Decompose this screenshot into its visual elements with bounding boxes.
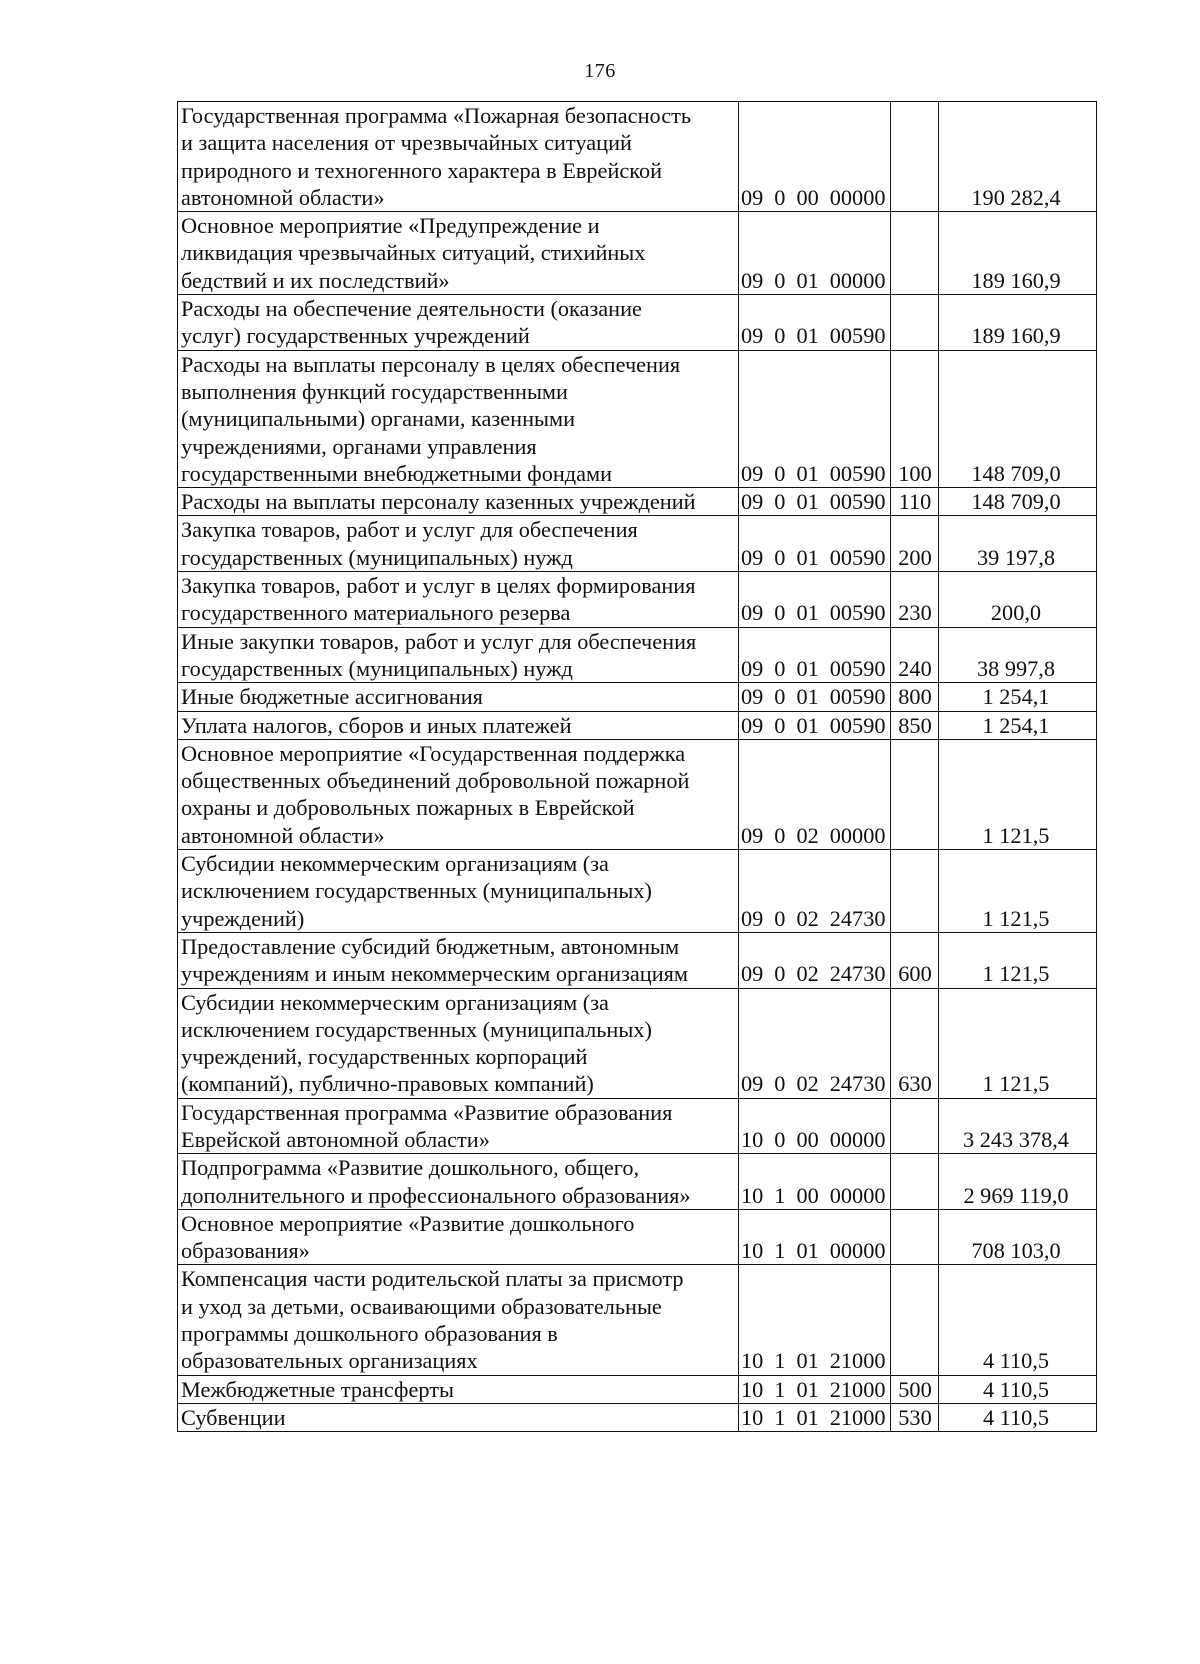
target-article-part: 01 bbox=[796, 1348, 819, 1374]
target-article-part: 00 bbox=[796, 184, 819, 210]
target-article-cell bbox=[739, 516, 891, 572]
table-row bbox=[178, 102, 1097, 212]
target-article-part: 24730 bbox=[829, 1071, 886, 1097]
table-row bbox=[178, 739, 1097, 849]
target-article-cell bbox=[739, 350, 891, 487]
target-article-part: 01 bbox=[796, 460, 819, 486]
expense-name-cell: Государственная программа «Развитие образования Еврейской автономной области» bbox=[178, 1098, 739, 1154]
target-article-part: 10 bbox=[741, 1404, 764, 1430]
table-row bbox=[178, 1154, 1097, 1210]
table-row bbox=[178, 295, 1097, 351]
table-row bbox=[178, 711, 1097, 739]
table-row bbox=[178, 1209, 1097, 1265]
expense-name-cell: Расходы на обеспечение деятельности (оказание услуг) государственных учреждений bbox=[178, 295, 739, 351]
target-article-part: 09 bbox=[741, 184, 764, 210]
target-article-part: 00590 bbox=[829, 600, 886, 626]
target-article-part: 00000 bbox=[829, 184, 886, 210]
target-article-cell bbox=[739, 1154, 891, 1210]
expense-name-cell: Основное мероприятие «Государственная поддержка общественных объединений добровольной пожарной охраны и добровольных пожарных в Еврейской автономной области» bbox=[178, 739, 739, 849]
target-article-part: 00590 bbox=[829, 489, 886, 515]
expense-name-cell: Субвенции bbox=[178, 1403, 739, 1431]
target-article-part: 00 bbox=[796, 1126, 819, 1152]
amount-cell: 200,0 bbox=[939, 572, 1097, 628]
target-article-part: 0 bbox=[774, 684, 786, 710]
target-article-part: 0 bbox=[774, 961, 786, 987]
target-article-part: 00590 bbox=[829, 323, 886, 349]
budget-table bbox=[177, 101, 1097, 1432]
expense-name-cell: Субсидии некоммерческим организациям (за исключением государственных (муниципальных) учреждений, государственных корпораций (компаний), публично-правовых компаний) bbox=[178, 988, 739, 1098]
target-article-part: 00000 bbox=[829, 1126, 886, 1152]
page-number: 176 bbox=[584, 60, 616, 82]
target-article-cell bbox=[739, 1403, 891, 1431]
expense-name-cell: Основное мероприятие «Развитие дошкольного образования» bbox=[178, 1209, 739, 1265]
target-article-part: 02 bbox=[796, 905, 819, 931]
expense-name-cell: Компенсация части родительской платы за присмотр и уход за детьми, осваивающими образовательные программы дошкольного образования в образовательных организациях bbox=[178, 1265, 739, 1375]
expense-type-cell: 200 bbox=[891, 516, 939, 572]
target-article-part: 09 bbox=[741, 961, 764, 987]
expense-type-cell bbox=[891, 1209, 939, 1265]
target-article-cell bbox=[739, 850, 891, 933]
table-row bbox=[178, 1265, 1097, 1375]
target-article-part: 01 bbox=[796, 267, 819, 293]
target-article-part: 02 bbox=[796, 1071, 819, 1097]
expense-type-cell: 630 bbox=[891, 988, 939, 1098]
target-article-part: 09 bbox=[741, 822, 764, 848]
expense-name-cell: Субсидии некоммерческим организациям (за исключением государственных (муниципальных) учреждений) bbox=[178, 850, 739, 933]
target-article-part: 01 bbox=[796, 655, 819, 681]
expense-name-cell: Расходы на выплаты персоналу в целях обеспечения выполнения функций государственными (муниципальными) органами, казенными учреждениями, органами управления государственными внебюджетными фондами bbox=[178, 350, 739, 487]
target-article-part: 0 bbox=[774, 600, 786, 626]
target-article-part: 0 bbox=[774, 655, 786, 681]
target-article-part: 01 bbox=[796, 1238, 819, 1264]
target-article-part: 00590 bbox=[829, 460, 886, 486]
target-article-part: 01 bbox=[796, 544, 819, 570]
target-article-part: 10 bbox=[741, 1376, 764, 1402]
target-article-part: 24730 bbox=[829, 905, 886, 931]
expense-type-cell: 850 bbox=[891, 711, 939, 739]
target-article-part: 0 bbox=[774, 905, 786, 931]
target-article-part: 01 bbox=[796, 712, 819, 738]
expense-type-cell bbox=[891, 739, 939, 849]
target-article-part: 00590 bbox=[829, 684, 886, 710]
target-article-cell bbox=[739, 212, 891, 295]
table-row bbox=[178, 212, 1097, 295]
target-article-part: 01 bbox=[796, 684, 819, 710]
target-article-part: 09 bbox=[741, 323, 764, 349]
expense-type-cell bbox=[891, 1098, 939, 1154]
target-article-part: 1 bbox=[774, 1404, 786, 1430]
expense-type-cell bbox=[891, 295, 939, 351]
target-article-part: 00590 bbox=[829, 655, 886, 681]
expense-type-cell: 600 bbox=[891, 932, 939, 988]
target-article-part: 0 bbox=[774, 1071, 786, 1097]
expense-name-cell: Закупка товаров, работ и услуг в целях формирования государственного материального резерва bbox=[178, 572, 739, 628]
expense-type-cell bbox=[891, 212, 939, 295]
expense-name-cell: Предоставление субсидий бюджетным, автономным учреждениям и иным некоммерческим организациям bbox=[178, 932, 739, 988]
target-article-part: 09 bbox=[741, 684, 764, 710]
expense-type-cell: 530 bbox=[891, 1403, 939, 1431]
amount-cell: 1 121,5 bbox=[939, 988, 1097, 1098]
target-article-cell bbox=[739, 627, 891, 683]
table-row bbox=[178, 988, 1097, 1098]
expense-type-cell bbox=[891, 102, 939, 212]
amount-cell: 189 160,9 bbox=[939, 212, 1097, 295]
table-row bbox=[178, 1098, 1097, 1154]
target-article-part: 01 bbox=[796, 600, 819, 626]
target-article-part: 01 bbox=[796, 323, 819, 349]
target-article-part: 10 bbox=[741, 1238, 764, 1264]
amount-cell: 4 110,5 bbox=[939, 1265, 1097, 1375]
expense-name-cell: Иные бюджетные ассигнования bbox=[178, 683, 739, 711]
expense-type-cell: 500 bbox=[891, 1375, 939, 1403]
expense-type-cell bbox=[891, 850, 939, 933]
expense-name-cell: Государственная программа «Пожарная безопасность и защита населения от чрезвычайных ситуаций природного и техногенного характера в Еврейской автономной области» bbox=[178, 102, 739, 212]
target-article-part: 00000 bbox=[829, 267, 886, 293]
target-article-cell bbox=[739, 711, 891, 739]
table-row bbox=[178, 350, 1097, 487]
target-article-part: 0 bbox=[774, 267, 786, 293]
target-article-part: 10 bbox=[741, 1182, 764, 1208]
expense-type-cell: 230 bbox=[891, 572, 939, 628]
expense-type-cell: 110 bbox=[891, 488, 939, 516]
target-article-part: 09 bbox=[741, 600, 764, 626]
target-article-cell bbox=[739, 488, 891, 516]
amount-cell: 190 282,4 bbox=[939, 102, 1097, 212]
expense-name-cell: Уплата налогов, сборов и иных платежей bbox=[178, 711, 739, 739]
target-article-cell bbox=[739, 683, 891, 711]
target-article-part: 02 bbox=[796, 822, 819, 848]
expense-name-cell: Основное мероприятие «Предупреждение и ликвидация чрезвычайных ситуаций, стихийных бедствий и их последствий» bbox=[178, 212, 739, 295]
amount-cell: 1 121,5 bbox=[939, 850, 1097, 933]
amount-cell: 708 103,0 bbox=[939, 1209, 1097, 1265]
target-article-part: 02 bbox=[796, 961, 819, 987]
target-article-part: 09 bbox=[741, 544, 764, 570]
target-article-part: 0 bbox=[774, 489, 786, 515]
target-article-part: 00590 bbox=[829, 544, 886, 570]
expense-name-cell: Подпрограмма «Развитие дошкольного, общего, дополнительного и профессионального образования» bbox=[178, 1154, 739, 1210]
target-article-part: 0 bbox=[774, 460, 786, 486]
target-article-cell bbox=[739, 1265, 891, 1375]
target-article-part: 09 bbox=[741, 1071, 764, 1097]
target-article-part: 0 bbox=[774, 712, 786, 738]
table-row bbox=[178, 1403, 1097, 1431]
amount-cell: 3 243 378,4 bbox=[939, 1098, 1097, 1154]
target-article-part: 09 bbox=[741, 712, 764, 738]
target-article-cell bbox=[739, 1375, 891, 1403]
target-article-part: 00000 bbox=[829, 1238, 886, 1264]
amount-cell: 148 709,0 bbox=[939, 350, 1097, 487]
target-article-part: 1 bbox=[774, 1238, 786, 1264]
expense-name-cell: Закупка товаров, работ и услуг для обеспечения государственных (муниципальных) нужд bbox=[178, 516, 739, 572]
target-article-part: 09 bbox=[741, 655, 764, 681]
expense-type-cell bbox=[891, 1154, 939, 1210]
expense-type-cell: 800 bbox=[891, 683, 939, 711]
target-article-part: 10 bbox=[741, 1348, 764, 1374]
amount-cell: 2 969 119,0 bbox=[939, 1154, 1097, 1210]
target-article-part: 00 bbox=[796, 1182, 819, 1208]
target-article-part: 00000 bbox=[829, 1182, 886, 1208]
table-row bbox=[178, 572, 1097, 628]
target-article-part: 00590 bbox=[829, 712, 886, 738]
target-article-part: 09 bbox=[741, 460, 764, 486]
table-row bbox=[178, 850, 1097, 933]
expense-type-cell: 100 bbox=[891, 350, 939, 487]
target-article-part: 10 bbox=[741, 1126, 764, 1152]
target-article-part: 0 bbox=[774, 323, 786, 349]
table-row bbox=[178, 1375, 1097, 1403]
target-article-cell bbox=[739, 1209, 891, 1265]
target-article-part: 21000 bbox=[829, 1404, 886, 1430]
table-row bbox=[178, 488, 1097, 516]
target-article-cell bbox=[739, 572, 891, 628]
amount-cell: 1 121,5 bbox=[939, 739, 1097, 849]
target-article-cell bbox=[739, 739, 891, 849]
target-article-part: 0 bbox=[774, 1126, 786, 1152]
target-article-part: 01 bbox=[796, 489, 819, 515]
expense-name-cell: Межбюджетные трансферты bbox=[178, 1375, 739, 1403]
target-article-part: 01 bbox=[796, 1404, 819, 1430]
target-article-part: 0 bbox=[774, 544, 786, 570]
expense-type-cell bbox=[891, 1265, 939, 1375]
amount-cell: 148 709,0 bbox=[939, 488, 1097, 516]
target-article-cell bbox=[739, 932, 891, 988]
target-article-part: 01 bbox=[796, 1376, 819, 1402]
target-article-cell bbox=[739, 295, 891, 351]
target-article-part: 0 bbox=[774, 822, 786, 848]
target-article-part: 1 bbox=[774, 1376, 786, 1402]
amount-cell: 1 121,5 bbox=[939, 932, 1097, 988]
target-article-part: 1 bbox=[774, 1348, 786, 1374]
table-row bbox=[178, 516, 1097, 572]
table-body bbox=[178, 102, 1097, 1432]
expense-type-cell: 240 bbox=[891, 627, 939, 683]
expense-name-cell: Расходы на выплаты персоналу казенных учреждений bbox=[178, 488, 739, 516]
target-article-part: 00000 bbox=[829, 822, 886, 848]
table-row bbox=[178, 627, 1097, 683]
target-article-cell bbox=[739, 102, 891, 212]
amount-cell: 1 254,1 bbox=[939, 683, 1097, 711]
table-row bbox=[178, 932, 1097, 988]
target-article-cell bbox=[739, 988, 891, 1098]
target-article-part: 21000 bbox=[829, 1348, 886, 1374]
target-article-part: 09 bbox=[741, 489, 764, 515]
target-article-part: 09 bbox=[741, 905, 764, 931]
target-article-part: 24730 bbox=[829, 961, 886, 987]
amount-cell: 1 254,1 bbox=[939, 711, 1097, 739]
target-article-part: 09 bbox=[741, 267, 764, 293]
target-article-part: 21000 bbox=[829, 1376, 886, 1402]
table-row bbox=[178, 683, 1097, 711]
target-article-part: 0 bbox=[774, 184, 786, 210]
target-article-cell bbox=[739, 1098, 891, 1154]
amount-cell: 189 160,9 bbox=[939, 295, 1097, 351]
expense-name-cell: Иные закупки товаров, работ и услуг для обеспечения государственных (муниципальных) нужд bbox=[178, 627, 739, 683]
amount-cell: 38 997,8 bbox=[939, 627, 1097, 683]
target-article-part: 1 bbox=[774, 1182, 786, 1208]
amount-cell: 39 197,8 bbox=[939, 516, 1097, 572]
amount-cell: 4 110,5 bbox=[939, 1375, 1097, 1403]
amount-cell: 4 110,5 bbox=[939, 1403, 1097, 1431]
